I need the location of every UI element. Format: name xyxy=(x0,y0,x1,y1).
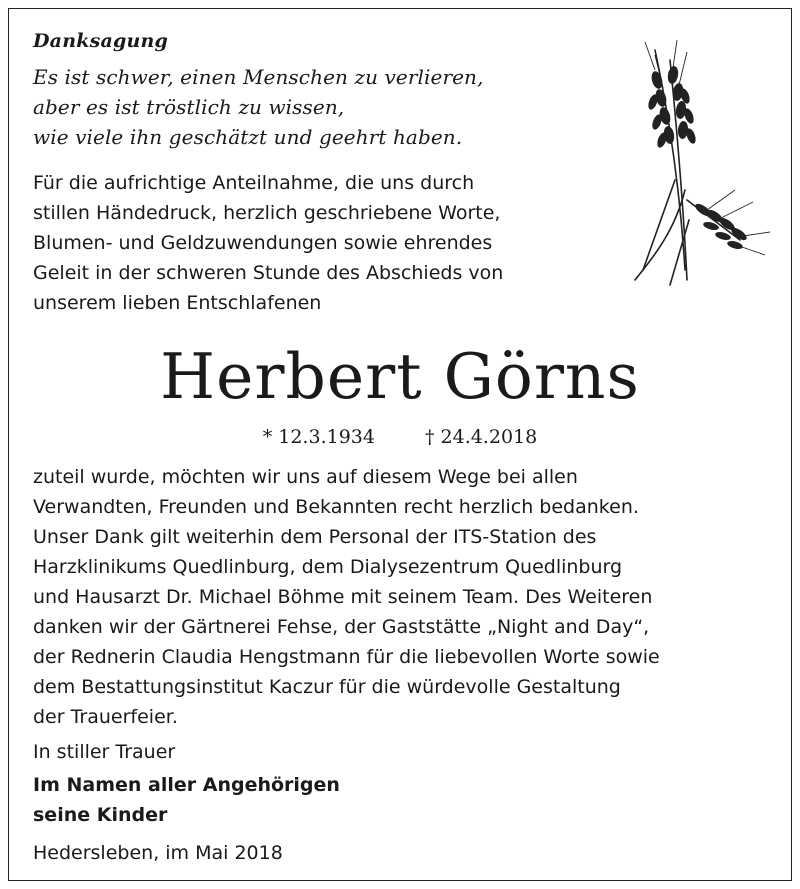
intro-line: stillen Händedruck, herzlich geschriebene Worte, xyxy=(33,202,501,224)
thanks-paragraph xyxy=(33,462,660,732)
intro-line: Geleit in der schweren Stunde des Abschieds von xyxy=(33,262,504,284)
deceased-name: Herbert Görns xyxy=(160,340,640,413)
life-dates xyxy=(0,426,800,448)
verse-line: Es ist schwer, einen Menschen zu verlieren, xyxy=(33,65,484,89)
verse-line: aber es ist tröstlich zu wissen, xyxy=(33,95,345,119)
intro-line: Blumen- und Geldzuwendungen sowie ehrendes xyxy=(33,232,493,254)
death-date: † 24.4.2018 xyxy=(425,426,538,448)
body-line: Unser Dank gilt weiterhin dem Personal der ITS-Station des xyxy=(33,526,597,548)
children-signature: seine Kinder xyxy=(33,804,168,826)
body-line: der Trauerfeier. xyxy=(33,706,178,728)
mourning-line: In stiller Trauer xyxy=(33,741,176,763)
intro-line: unserem lieben Entschlafenen xyxy=(33,292,322,314)
body-line: Verwandten, Freunden und Bekannten recht herzlich bedanken. xyxy=(33,496,639,518)
birth-date: * 12.3.1934 xyxy=(262,426,375,448)
intro-paragraph xyxy=(33,168,503,318)
place-date: Hedersleben, im Mai 2018 xyxy=(33,842,283,864)
verse-line: wie viele ihn geschätzt und geehrt haben. xyxy=(33,125,463,149)
body-line: Harzklinikums Quedlinburg, dem Dialysezentrum Quedlinburg xyxy=(33,556,623,578)
body-line: und Hausarzt Dr. Michael Böhme mit seinem Team. Des Weiteren xyxy=(33,586,653,608)
wheat-ears-icon xyxy=(615,40,775,300)
body-line: danken wir der Gärtnerei Fehse, der Gaststätte „Night and Day“, xyxy=(33,616,650,638)
verse xyxy=(33,62,484,152)
family-signature: Im Namen aller Angehörigen xyxy=(33,774,340,796)
heading: Danksagung xyxy=(33,30,168,52)
body-line: dem Bestattungsinstitut Kaczur für die würdevolle Gestaltung xyxy=(33,676,621,698)
body-line: zuteil wurde, möchten wir uns auf diesem Wege bei allen xyxy=(33,466,578,488)
intro-line: Für die aufrichtige Anteilnahme, die uns durch xyxy=(33,172,475,194)
body-line: der Rednerin Claudia Hengstmann für die liebevollen Worte sowie xyxy=(33,646,660,668)
